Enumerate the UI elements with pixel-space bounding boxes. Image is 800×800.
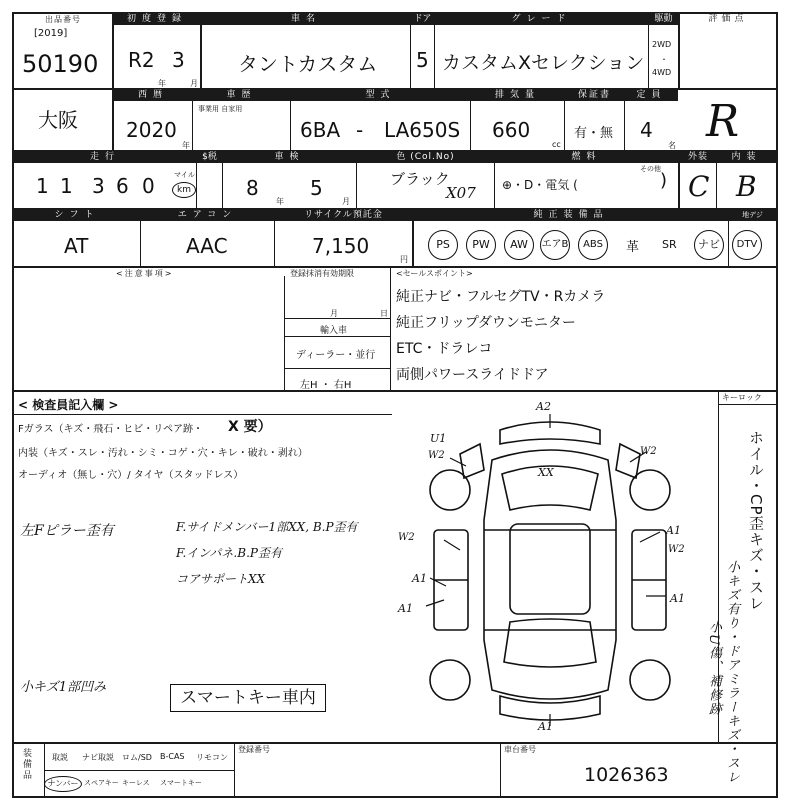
expiry-day: 日 <box>380 309 388 318</box>
inspection-label: 車検 <box>223 152 356 163</box>
model-code-label: 型式 <box>291 90 470 101</box>
sales-point-2: 純正フリップダウンモニター <box>396 315 576 331</box>
mark-u1: U1 <box>430 432 447 445</box>
inspector-title: < 検査員記入欄 > <box>18 398 119 412</box>
mark-w2-right-top: W2 <box>640 446 657 457</box>
year-bracket: [2019] <box>34 28 68 39</box>
equip-leather: 革 <box>626 240 640 255</box>
color-label: 色 (Col.No) <box>357 152 494 163</box>
lot-number: 50190 <box>22 50 99 78</box>
equip-navi: ナビ <box>694 230 724 260</box>
smart-key-box: スマートキー車内 <box>170 684 326 712</box>
right-note-1: ホイル・CP歪キズ・スレ <box>747 430 765 612</box>
mileage-digit-2: 3 <box>92 174 105 198</box>
color-code: X07 <box>446 184 476 202</box>
key-lock-label: キーロック <box>722 393 762 402</box>
first-reg-era: R2 <box>128 48 155 72</box>
month-unit: 月 <box>190 79 198 88</box>
warranty-label: 保証書 <box>565 90 624 101</box>
mileage-digit-3: 6 <box>116 174 129 198</box>
grade-label: グレード <box>435 14 648 25</box>
footer-item-manual: 取説 <box>52 753 68 762</box>
equip-abs: ABS <box>578 230 608 260</box>
drive-2wd: 2WD <box>652 40 672 49</box>
mark-a1-left-2: A1 <box>398 602 413 615</box>
note-pillar: 左Fピラー歪有 <box>20 523 114 539</box>
displacement: 660 <box>492 118 531 142</box>
interior-check: 内装（キズ・スレ・汚れ・シミ・コゲ・穴・キレ・破れ・剥れ） <box>18 448 308 459</box>
caution-label: <注意事項> <box>116 269 174 278</box>
equip-pw: PW <box>466 230 496 260</box>
year-unit: 年 <box>158 79 166 88</box>
cc-unit: cc <box>552 140 561 149</box>
lot-label: 出品番号 <box>45 15 81 24</box>
fuel-options: ⊕・D・電気 ( <box>502 178 578 192</box>
fuel-label: 燃料 <box>495 152 678 163</box>
capacity-label: 定員 <box>625 90 678 101</box>
model-name: タントカスタム <box>238 52 378 76</box>
doors: 5 <box>416 48 429 72</box>
grade: カスタムXセレクション <box>442 52 645 74</box>
region: 大阪 <box>38 108 78 132</box>
interior: B <box>736 170 757 203</box>
equip-dtv: DTV <box>732 230 762 260</box>
right-note-2: 小キズ有り・ドアミラーキズ・スレ <box>724 560 739 784</box>
color: ブラック <box>390 170 450 188</box>
mark-a1-right-1: A1 <box>666 524 681 537</box>
recycle-label: リサイクル預託金 <box>275 210 412 221</box>
footer-item-bcas: B-CAS <box>160 752 185 761</box>
registration-label: 登録番号 <box>238 745 270 754</box>
mileage-digit-0: 1 <box>36 174 49 198</box>
model-code-a: 6BA <box>300 118 341 142</box>
mileage-unit-mile: マイル <box>174 171 195 179</box>
displacement-label: 排気量 <box>471 90 564 101</box>
year-unit-3: 年 <box>276 197 284 206</box>
history-sub: 事業用 自家用 <box>198 105 243 113</box>
fuel-other: その他 <box>640 165 661 173</box>
chassis-number: 1026363 <box>584 764 669 786</box>
equip-aw: AW <box>504 230 534 260</box>
mark-a1-bottom: A1 <box>538 720 553 733</box>
auction-sheet: 出品番号 [2019] 50190 初度登録 R2 3 年 月 車名 タントカスタム ドア 5 グレード カスタムXセレクション 駆動 2WD ・ 4WD 評価点 R 大阪 西暦 2020 年 車歴 事業用 自家用 型式 6BA - LA650S 排気量 660 cc 保証書 有・無 定員 4 名 走行 1 1 3 6 0 マイル km $税 車検 8 年 5 月 色 (Col.No) ブラック X07 燃料 ⊕・D・電気 ( ) その他 外装 C 内装 B シフト AT エアコン AAC リサイクル預託金 7,150 円 純正装備品 PS PW AW エアB ABS 革 SR ナビ 地デジ DTV <注意事項> 登録抹消有効期限 月 日 輸入車 ディーラー・並行 左H ・ 右H <セールスポイント> 純正ナビ・フルセグTV・Rカメラ 純正フリップダウンモニター ETC・ドラレコ 両側パワースライドドア < 検査員記入欄 > Fガラス（キズ・飛石・ヒビ・リペア跡・ X 要） 内装（キズ・スレ・汚れ・シミ・コゲ・穴・キレ・破れ・剥れ） オーディオ（無し・穴）/ タイヤ（スタッドレス） 左Fピラー歪有 F.サイドメンバー1部XX, B.P歪有 F.インパネ.B.P歪有 コアサポートXX 小キズ1部凹み スマートキー車内 キーロック ホイル・CP歪キズ・スレ 小キズ有り・ドアミラーキズ・スレ 小U傷、補修跡 A2 U1 W2 W2 XX W2 A1 A1 A1 W2 A1 A1 装備品 取説 ナビ取説 ロム/SD B-CAS リモコン ナンバー スペアキー キーレス スマートキー 登録番号 車台番号 1026363 <box>0 0 800 800</box>
drive-label: 駆動 <box>649 14 678 25</box>
sales-point-4: 両側パワースライドドア <box>396 367 549 383</box>
interior-label: 内装 <box>717 152 776 163</box>
footer-item-remote: リモコン <box>196 753 228 762</box>
mark-w2-right-mid: W2 <box>668 544 685 555</box>
warranty: 有・無 <box>574 126 614 141</box>
model-code-dash: - <box>356 118 364 142</box>
capacity-unit: 名 <box>668 141 676 150</box>
ac: AAC <box>186 234 228 258</box>
audio-check: オーディオ（無し・穴）/ タイヤ（スタッドレス） <box>18 470 244 481</box>
right-note-3: 小U傷、補修跡 <box>706 620 721 716</box>
western-year-label: 西暦 <box>114 90 192 101</box>
note-side-member: F.サイドメンバー1部XX, B.P歪有 <box>176 520 358 534</box>
note-small-scratch: 小キズ1部凹み <box>20 680 107 695</box>
shift: AT <box>64 234 89 258</box>
first-reg-month: 3 <box>172 48 185 72</box>
footer-item-number-plate: ナンバー <box>44 776 82 792</box>
footer-item-navi-manual: ナビ取説 <box>82 753 114 762</box>
mileage-label: 走行 <box>14 152 196 163</box>
note-core-support: コアサポートXX <box>176 572 266 586</box>
equip-airbag: エアB <box>540 230 570 260</box>
mark-w2-left-top: W2 <box>428 450 445 461</box>
drive-4wd: 4WD <box>652 68 672 77</box>
import-label: 輸入車 <box>320 326 348 336</box>
capacity: 4 <box>640 118 653 142</box>
inspection-year: 8 <box>246 176 259 200</box>
recycle-unit: 円 <box>400 255 408 264</box>
ac-label: エアコン <box>141 210 274 221</box>
equip-sr: SR <box>662 238 677 251</box>
mark-w2-left-mid: W2 <box>398 532 415 543</box>
dtv-label: 地デジ <box>729 210 776 221</box>
tax-label: $税 <box>197 152 222 163</box>
mark-a1-left-1: A1 <box>412 572 427 585</box>
mark-xx: XX <box>538 466 554 479</box>
note-inpanel: F.インパネ.B.P歪有 <box>176 546 282 560</box>
glass-mark: X 要） <box>228 419 272 435</box>
expiry-month: 月 <box>330 309 338 318</box>
mileage-digit-4: 0 <box>142 174 155 198</box>
model-code-b: LA650S <box>384 118 461 142</box>
footer-item-smart-key: スマートキー <box>160 779 202 787</box>
exterior-label: 外装 <box>680 152 716 163</box>
footer-item-rom-sd: ロム/SD <box>122 753 152 762</box>
glass-check: Fガラス（キズ・飛石・ヒビ・リペア跡・ <box>18 424 204 435</box>
equipment-label: 純正装備品 <box>414 210 728 221</box>
history-label: 車歴 <box>193 90 290 101</box>
model-name-label: 車名 <box>202 14 410 25</box>
sales-point-3: ETC・ドラレコ <box>396 341 493 357</box>
sales-label: <セールスポイント> <box>396 269 473 278</box>
exterior: C <box>688 170 710 203</box>
door-label: ドア <box>411 14 434 25</box>
footer-equipment-label: 装備品 <box>21 748 31 781</box>
sales-point-1: 純正ナビ・フルセグTV・Rカメラ <box>396 289 606 305</box>
year-unit-2: 年 <box>182 141 190 150</box>
dealer: ディーラー・並行 <box>296 350 376 361</box>
reg-expiry-label: 登録抹消有効期限 <box>290 269 354 278</box>
footer-item-keyless: キーレス <box>122 779 150 787</box>
inspection-month: 5 <box>310 176 323 200</box>
mark-a1-right-2: A1 <box>670 592 685 605</box>
equip-ps: PS <box>428 230 458 260</box>
mileage-digit-1: 1 <box>60 174 73 198</box>
western-year: 2020 <box>126 118 177 142</box>
recycle: 7,150 <box>312 234 370 258</box>
footer-item-spare-key: スペアキー <box>84 779 119 787</box>
handle: 左H ・ 右H <box>300 380 352 391</box>
first-reg-label: 初度登録 <box>114 14 200 25</box>
score: R <box>706 96 740 147</box>
shift-label: シフト <box>14 210 140 221</box>
mileage-unit-km: km <box>172 182 196 198</box>
month-unit-3: 月 <box>342 197 350 206</box>
chassis-label: 車台番号 <box>504 745 536 754</box>
score-label: 評価点 <box>708 14 748 24</box>
mark-a2: A2 <box>536 400 551 413</box>
